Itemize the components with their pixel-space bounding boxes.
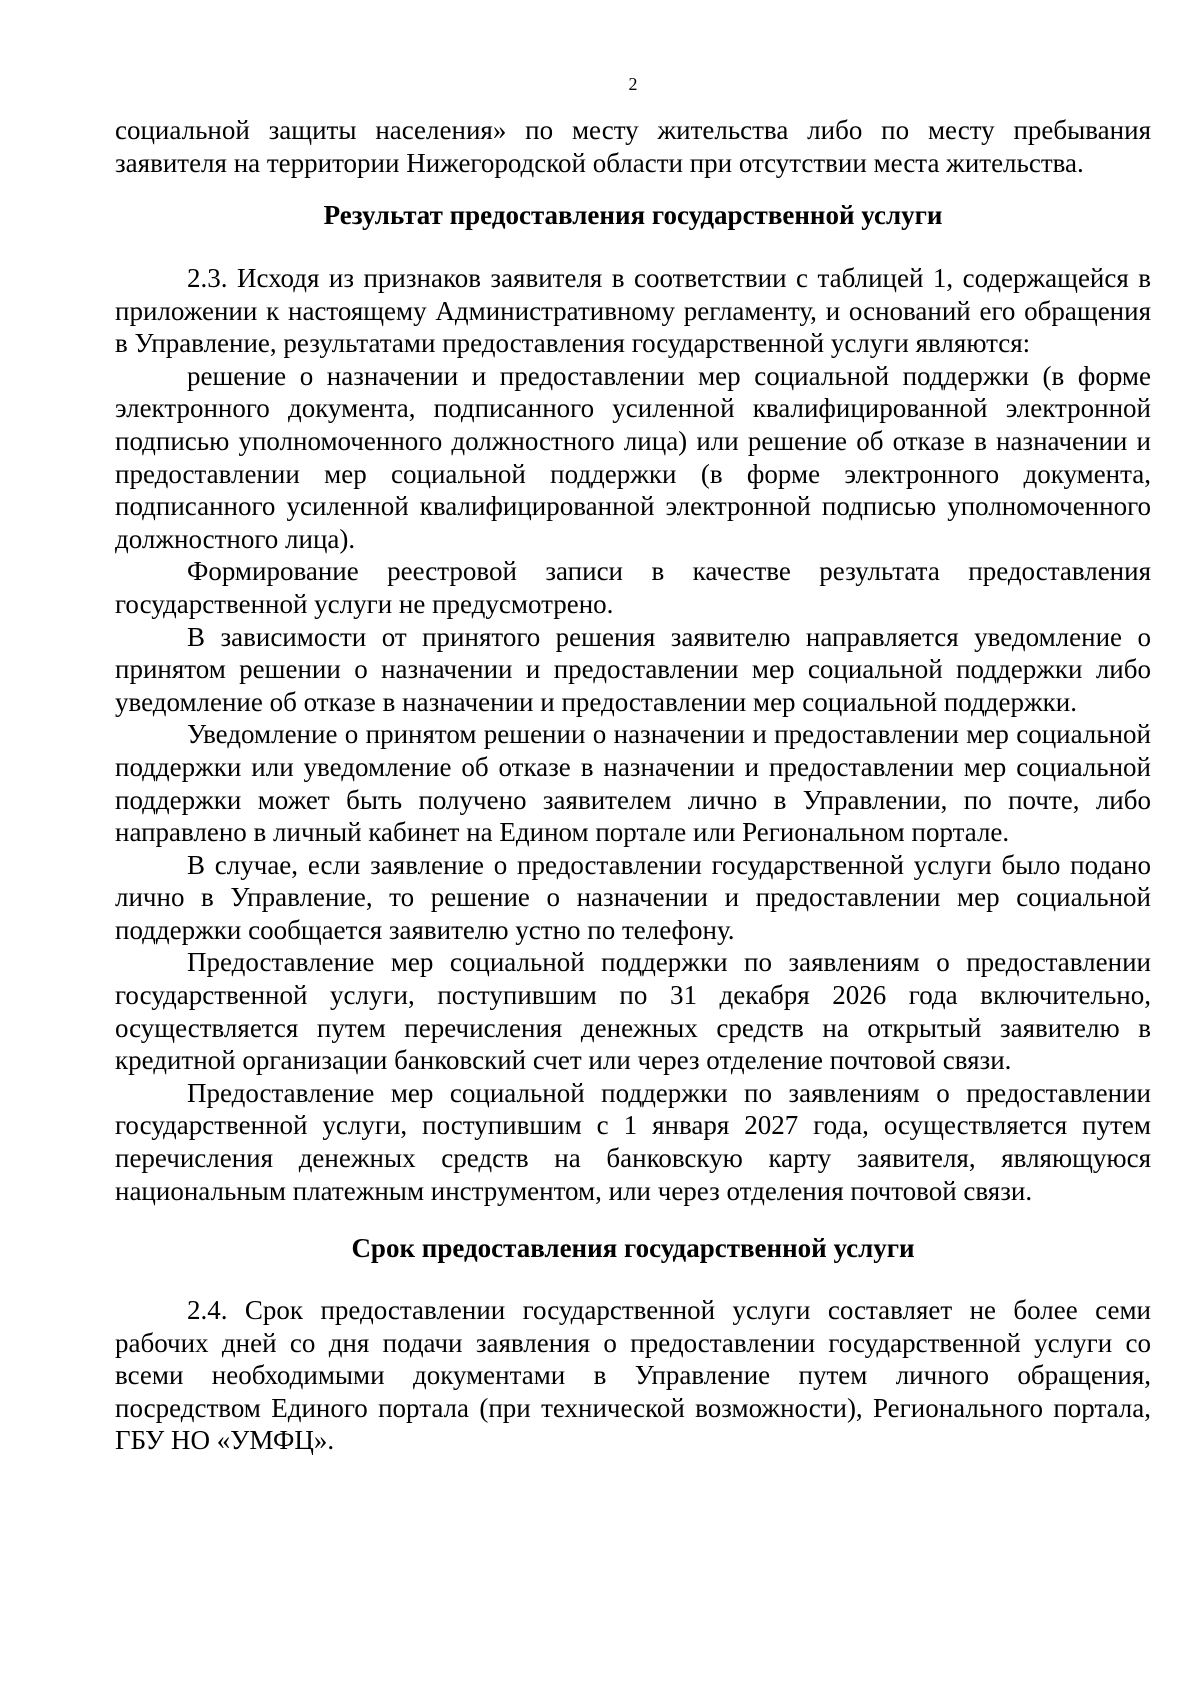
paragraph-in-person: В случае, если заявление о предоставлении государственной услуги было подано лично в Управление, то решение о назначении и предоставлении мер социальной поддержки сообщается заявителю устно по телефону.	[115, 849, 1151, 945]
paragraph-2-4: 2.4. Срок предоставлении государственной услуги составляет не более семи рабочих дней со дня подачи заявления о предоставлении государственной услуги со всеми необходимыми документами в Управление путем личного обращения, посредством Единого портала (при технической возможности), Регионального портала, ГБУ НО «УМФЦ».	[115, 1295, 1151, 1456]
section-heading-term: Срок предоставления государственной услуги	[351, 1233, 915, 1263]
intro-block	[115, 114, 1151, 179]
page-number: 2	[628, 74, 638, 94]
paragraph-registry: Формирование реестровой записи в качестве результата предоставления государственной услуги не предусмотрено.	[115, 556, 1151, 619]
paragraph-payment-2027: Предоставление мер социальной поддержки по заявлениям о предоставлении государственной услуги, поступившим с 1 января 2027 года, осуществляется путем перечисления денежных средств на банковскую карту заявителя, являющуюся национальным платежным инструментом, или через отделения почтовой связи.	[115, 1077, 1151, 1206]
paragraph-payment-2026: Предоставление мер социальной поддержки по заявлениям о предоставлении государственной услуги, поступившим по 31 декабря 2026 года включительно, осуществляется путем перечисления денежных средств на открытый заявителю в кредитной организации банковский счет или через отделение почтовой связи.	[115, 947, 1151, 1076]
paragraph-2-3: 2.3. Исходя из признаков заявителя в соответствии с таблицей 1, содержащейся в приложении к настоящему Административному регламенту, и оснований его обращения в Управление, результатами предоставления государственной услуги являются:	[115, 263, 1151, 359]
paragraph-notification-delivery: Уведомление о принятом решении о назначении и предоставлении мер социальной поддержки или уведомление об отказе в назначении и предоставлении мер социальной поддержки может быть получено заявителем лично в Управлении, по почте, либо направлено в личный кабинет на Едином портале или Региональном портале.	[115, 719, 1151, 848]
intro-paragraph: социальной защиты населения» по месту жительства либо по месту пребывания заявителя на территории Нижегородской области при отсутствии места жительства.	[115, 115, 1151, 178]
paragraph-notification: В зависимости от принятого решения заявителю направляется уведомление о принятом решении о назначении и предоставлении мер социальной поддержки либо уведомление об отказе в назначении и предоставлении мер социальной поддержки.	[115, 621, 1151, 717]
paragraph-decision: решение о назначении и предоставлении мер социальной поддержки (в форме электронного документа, подписанного усиленной квалифицированной электронной подписью уполномоченного должностного лица) или решение об отказе в назначении и предоставлении мер социальной поддержки (в форме электронного документа, подписанного усиленной квалифицированной электронной подписью уполномоченного должностного лица).	[115, 360, 1151, 554]
section-result-body	[115, 262, 1151, 1207]
section-heading-result: Результат предоставления государственной услуги	[323, 200, 943, 230]
section-term-body	[115, 1294, 1151, 1457]
